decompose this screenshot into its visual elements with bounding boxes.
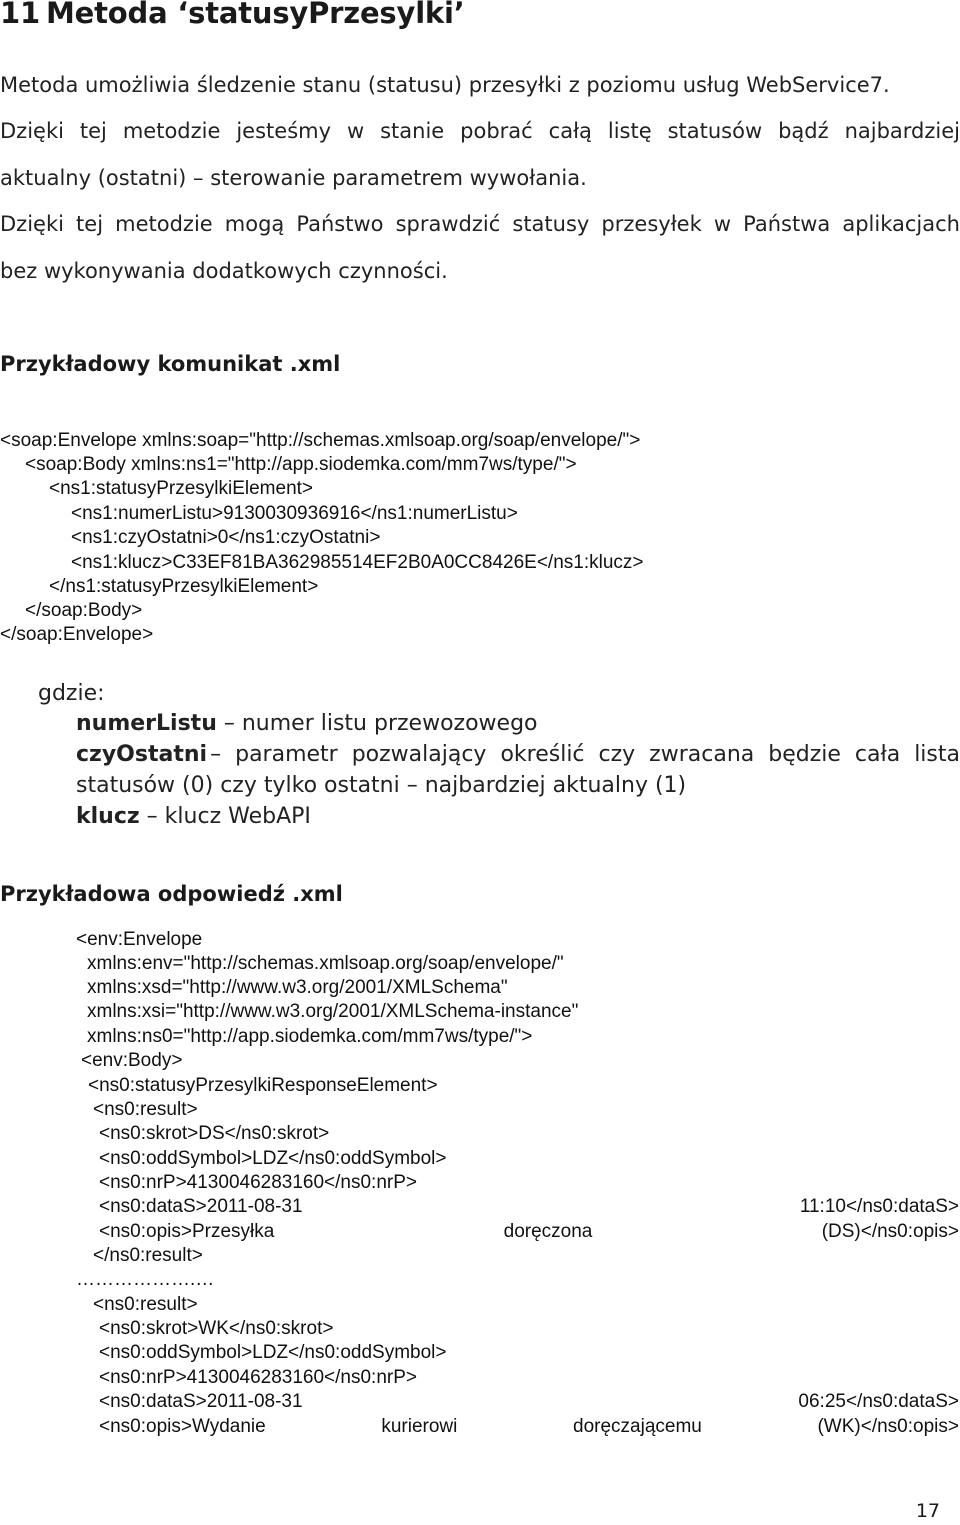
request-line-7: </ns1:statusyPrzesylkiElement>: [49, 576, 319, 597]
response-line-4: xmlns:xsi="http://www.w3.org/2001/XMLSchema-instance": [87, 1001, 579, 1022]
request-line-4: <ns1:numerListu>9130030936916</ns1:numerListu>: [71, 503, 518, 524]
response-line-8: <ns0:result>: [93, 1099, 198, 1120]
request-heading: Przykładowy komunikat .xml: [0, 352, 341, 376]
param-klucz: [76, 804, 311, 829]
opis-word: kurierowi: [381, 1416, 458, 1437]
params-intro: gdzie:: [38, 681, 105, 706]
param-desc: – parametr pozwalający określić czy zwracana będzie cała lista: [210, 742, 960, 767]
request-line-1: <soap:Envelope xmlns:soap="http://schemas.xmlsoap.org/soap/envelope/">: [0, 430, 641, 451]
response-line-14: <ns0:skrot>WK</ns0:skrot>: [99, 1318, 334, 1339]
response-line-16: <ns0:nrP>4130046283160</ns0:nrP>: [99, 1367, 417, 1388]
param-name: klucz: [76, 804, 140, 829]
opis-end: (DS)</ns0:opis>: [821, 1221, 959, 1242]
request-line-6: <ns1:klucz>C33EF81BA362985514EF2B0A0CC8426E</ns1:klucz>: [71, 552, 644, 573]
intro-line-3: aktualny (ostatni) – sterowanie parametrem wywołania.: [0, 166, 587, 190]
param-czyostatni: [76, 742, 960, 767]
page-number: 17: [915, 1500, 940, 1522]
param-name: numerListu: [76, 711, 217, 736]
opis-start: <ns0:opis>Wydanie: [99, 1416, 266, 1437]
intro-line-1: Metoda umożliwia śledzenie stanu (statusu) przesyłki z poziomu usług WebService7.: [0, 73, 890, 97]
response-opis-row-2: [99, 1416, 959, 1438]
opis-start: <ns0:opis>Przesyłka: [99, 1221, 275, 1242]
request-line-8: </soap:Body>: [25, 600, 143, 621]
section-heading: [0, 0, 465, 30]
response-line-9: <ns0:skrot>DS</ns0:skrot>: [99, 1123, 330, 1144]
request-line-2: <soap:Body xmlns:ns1="http://app.siodemka.com/mm7ws/type/">: [25, 454, 577, 475]
response-line-5: xmlns:ns0="http://app.siodemka.com/mm7ws/type/">: [87, 1026, 533, 1047]
datas-time: 06:25</ns0:dataS>: [798, 1391, 959, 1412]
datas-date: <ns0:dataS>2011-08-31: [99, 1391, 303, 1412]
datas-date: <ns0:dataS>2011-08-31: [99, 1196, 303, 1217]
param-name: czyOstatni: [76, 742, 208, 767]
response-line-11: <ns0:nrP>4130046283160</ns0:nrP>: [99, 1172, 417, 1193]
response-line-3: xmlns:xsd="http://www.w3.org/2001/XMLSchema": [87, 977, 508, 998]
datas-time: 11:10</ns0:dataS>: [799, 1196, 959, 1217]
opis-word: doręczającemu: [573, 1416, 702, 1437]
param-desc: – numer listu przewozowego: [216, 711, 538, 736]
request-line-3: <ns1:statusyPrzesylkiElement>: [49, 478, 314, 499]
section-title: Metoda ‘statusyPrzesylki’: [46, 0, 465, 30]
response-datas-row-2: [99, 1391, 959, 1413]
opis-word: doręczona: [503, 1221, 593, 1242]
request-line-5: <ns1:czyOstatni>0</ns1:czyOstatni>: [71, 527, 381, 548]
param-numerlistu: [76, 711, 538, 736]
response-line-13: <ns0:result>: [93, 1294, 198, 1315]
response-line-12: </ns0:result>: [93, 1245, 203, 1266]
response-ellipsis: ……………….…: [76, 1269, 215, 1290]
response-heading: Przykładowa odpowiedź .xml: [0, 882, 343, 906]
request-line-9: </soap:Envelope>: [0, 624, 154, 645]
response-datas-row-1: [99, 1196, 959, 1218]
response-line-15: <ns0:oddSymbol>LDZ</ns0:oddSymbol>: [99, 1342, 447, 1363]
response-line-7: <ns0:statusyPrzesylkiResponseElement>: [88, 1075, 438, 1096]
response-line-1: <env:Envelope: [76, 929, 203, 950]
response-line-6: <env:Body>: [81, 1050, 183, 1071]
param-desc: – klucz WebAPI: [139, 804, 311, 829]
response-line-2: xmlns:env="http://schemas.xmlsoap.org/soap/envelope/": [87, 953, 564, 974]
section-number: 11: [0, 0, 40, 30]
opis-end: (WK)</ns0:opis>: [817, 1416, 959, 1437]
param-czyostatni-cont: statusów (0) czy tylko ostatni – najbardziej aktualny (1): [76, 773, 687, 798]
intro-line-5: bez wykonywania dodatkowych czynności.: [0, 259, 448, 283]
response-opis-row-1: [99, 1221, 959, 1243]
response-line-10: <ns0:oddSymbol>LDZ</ns0:oddSymbol>: [99, 1148, 447, 1169]
intro-line-2: Dzięki tej metodzie jesteśmy w stanie pobrać całą listę statusów bądź najbardziej: [0, 119, 960, 143]
intro-line-4: Dzięki tej metodzie mogą Państwo sprawdzić statusy przesyłek w Państwa aplikacjach: [0, 212, 960, 236]
